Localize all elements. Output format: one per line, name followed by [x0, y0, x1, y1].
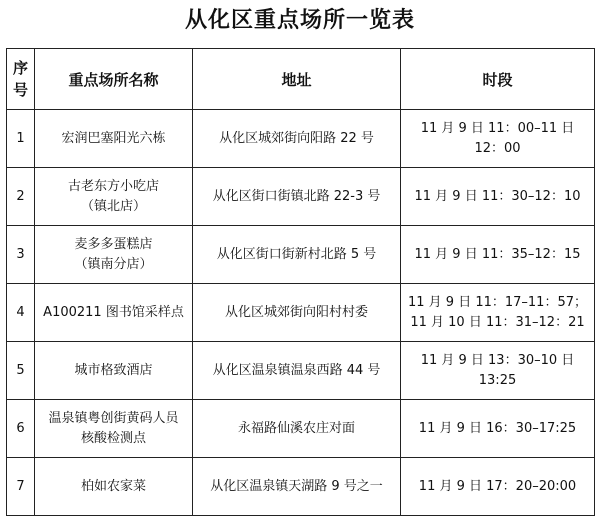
- location-name-line: 城市格致酒店: [74, 362, 153, 378]
- table-row: [7, 458, 595, 516]
- row-location-name: [35, 458, 193, 516]
- table-row: [7, 284, 595, 342]
- location-name-line: 温泉镇粤创街黄码人员: [48, 410, 179, 426]
- location-name-line: 核酸检测点: [80, 430, 146, 446]
- table-row: [7, 400, 595, 458]
- header-seq-line: 号: [12, 81, 28, 99]
- time-period-line: 11 月 9 日 13：30–10 日 13:25: [420, 352, 575, 388]
- row-location-name: [35, 284, 193, 342]
- header-address: 地址: [193, 49, 401, 110]
- row-location-name: [35, 400, 193, 458]
- row-seq: 2: [7, 168, 35, 226]
- time-period-line: 11 月 9 日 11：17–11：57；: [407, 294, 587, 310]
- row-address: 从化区街口街镇北路 22-3 号: [193, 168, 401, 226]
- location-name-line: A100211 图书馆采样点: [43, 304, 184, 320]
- table-row: [7, 168, 595, 226]
- header-time: 时段: [401, 49, 595, 110]
- row-location-name: [35, 110, 193, 168]
- header-seq: [7, 49, 35, 110]
- location-name-line: 麦多多蛋糕店: [74, 236, 153, 252]
- row-seq: 1: [7, 110, 35, 168]
- row-time-period: [401, 458, 595, 516]
- table-row: [7, 342, 595, 400]
- row-address: 永福路仙溪农庄对面: [193, 400, 401, 458]
- row-time-period: [401, 226, 595, 284]
- header-name: 重点场所名称: [35, 49, 193, 110]
- row-address: 从化区温泉镇天湖路 9 号之一: [193, 458, 401, 516]
- row-address: 从化区城郊街向阳村村委: [193, 284, 401, 342]
- row-time-period: [401, 342, 595, 400]
- row-address: 从化区城郊街向阳路 22 号: [193, 110, 401, 168]
- row-seq: 6: [7, 400, 35, 458]
- time-period-line: 11 月 9 日 17：20–20:00: [418, 478, 577, 494]
- time-period-line: 11 月 9 日 16：30–17:25: [418, 420, 577, 436]
- row-address: 从化区街口街新村北路 5 号: [193, 226, 401, 284]
- table-row: [7, 226, 595, 284]
- row-time-period: [401, 168, 595, 226]
- row-location-name: [35, 168, 193, 226]
- row-time-period: [401, 284, 595, 342]
- location-name-line: 柏如农家菜: [80, 478, 146, 494]
- table-body: [7, 110, 595, 516]
- row-seq: 3: [7, 226, 35, 284]
- document-title: 从化区重点场所一览表: [184, 7, 415, 33]
- key-locations-table: [6, 48, 595, 516]
- time-period-line: 11 月 9 日 11：30–12：10: [414, 188, 581, 204]
- row-seq: 5: [7, 342, 35, 400]
- time-period-line: 11 月 10 日 11：31–12：21: [410, 314, 585, 330]
- row-time-period: [401, 400, 595, 458]
- row-location-name: [35, 226, 193, 284]
- location-name-line: 宏润巴塞阳光六栋: [61, 130, 166, 146]
- row-seq: 7: [7, 458, 35, 516]
- row-location-name: [35, 342, 193, 400]
- table-row: [7, 110, 595, 168]
- row-time-period: [401, 110, 595, 168]
- row-seq: 4: [7, 284, 35, 342]
- time-period-line: 11 月 9 日 11：00–11 日 12：00: [420, 120, 575, 156]
- location-name-line: （镇南分店）: [74, 256, 153, 272]
- row-address: 从化区温泉镇温泉西路 44 号: [193, 342, 401, 400]
- header-seq-line: 序: [12, 59, 28, 77]
- location-name-line: （镇北店）: [80, 198, 146, 214]
- table-header-row: [7, 49, 595, 110]
- time-period-line: 11 月 9 日 11：35–12：15: [414, 246, 581, 262]
- location-name-line: 古老东方小吃店: [67, 178, 159, 194]
